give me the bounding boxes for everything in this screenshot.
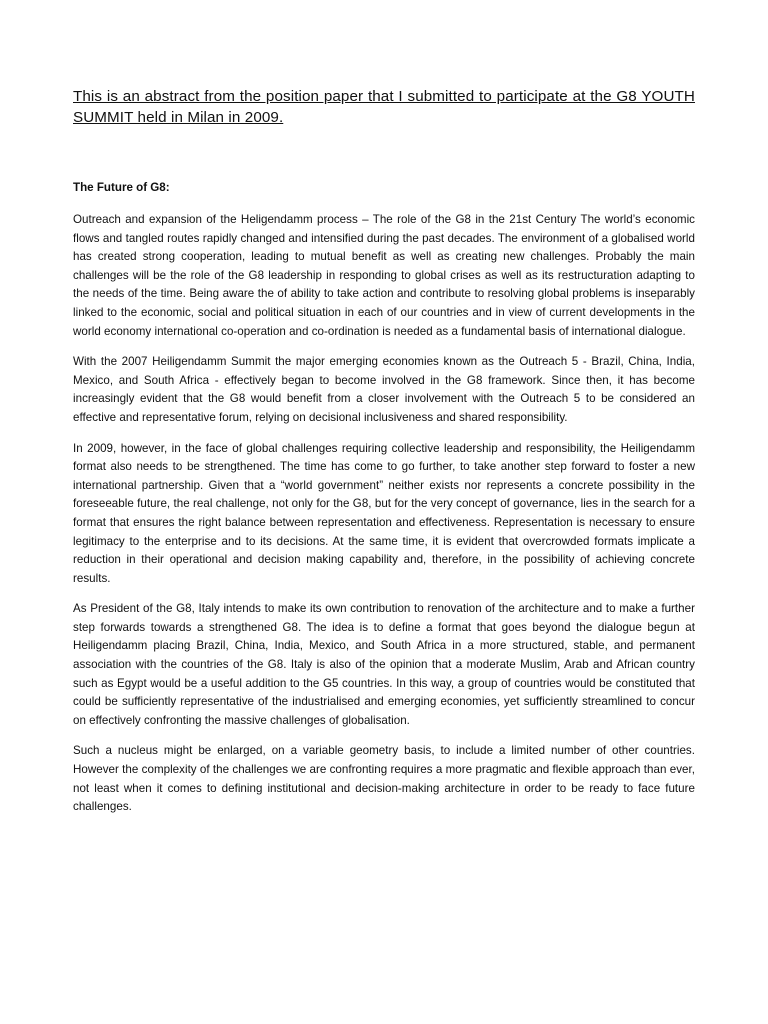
paragraph-4: As President of the G8, Italy intends to make its own contribution to renovation of the architecture and to make a further step forwards towards a strengthened G8. The idea is to define a format that goes beyond the dialogue begun at Heiligendamm placing Brazil, China, India, Mexico, and South Africa in a more structured, stable, and permanent association with the countries of the G8. Italy is also of the opinion that a moderate Muslim, Arab and African country such as Egypt would be a useful addition to the G5 countries. In this way, a group of countries would be constituted that could be sufficiently representative of the industrialised and emerging economies, yet sufficiently streamlined to concur on effectively confronting the massive challenges of globalisation. [73,602,695,727]
document-page [73,86,695,829]
document-title: This is an abstract from the position paper that I submitted to participate at the G8 YOUTH SUMMIT held in Milan in 2009. [73,88,695,126]
section-heading: The Future of G8: [73,181,170,194]
paragraph-1: Outreach and expansion of the Heligendamm process – The role of the G8 in the 21st Century The world’s economic flows and tangled routes rapidly changed and intensified during the past decades. The environment of a globalised world has created strong cooperation, leading to mutual benefit as well as creating new challenges. Probably the main challenges will be the role of the G8 leadership in responding to global crises as well as its restructuration adapting to the needs of the time. Being aware the of ability to take action and contribute to resolving global problems is inseparably linked to the economic, social and political situation in each of our countries and in view of current developments in the world economy international co-operation and co-ordination is needed as a fundamental basis of international dialogue. [73,213,695,338]
paragraph-3: In 2009, however, in the face of global challenges requiring collective leadership and responsibility, the Heiligendamm format also needs to be strengthened. The time has come to go further, to take another step forward to foster a new international partnership. Given that a “world government” neither exists nor represents a concrete possibility in the foreseeable future, the real challenge, not only for the G8, but for the very concept of governance, lies in the search for a format that ensures the right balance between representation and effectiveness. Representation is necessary to ensure legitimacy to the enterprise and to its decisions. At the same time, it is evident that overcrowded formats implicate a reduction in their operational and decision making capability and, therefore, in the possibility of achieving concrete results. [73,441,695,585]
paragraph-2: With the 2007 Heiligendamm Summit the major emerging economies known as the Outreach 5 - Brazil, China, India, Mexico, and South Africa - effectively began to become involved in the G8 framework. Since then, it has become increasingly evident that the G8 would benefit from a closer involvement with the Outreach 5 to be considered an effective and representative forum, relying on decisional inclusiveness and shared responsibility. [73,355,695,424]
paragraph-5: Such a nucleus might be enlarged, on a variable geometry basis, to include a limited number of other countries. However the complexity of the challenges we are confronting requires a more pragmatic and flexible approach than ever, not least when it comes to defining institutional and decision-making architecture in order to be ready to face future challenges. [73,744,695,814]
